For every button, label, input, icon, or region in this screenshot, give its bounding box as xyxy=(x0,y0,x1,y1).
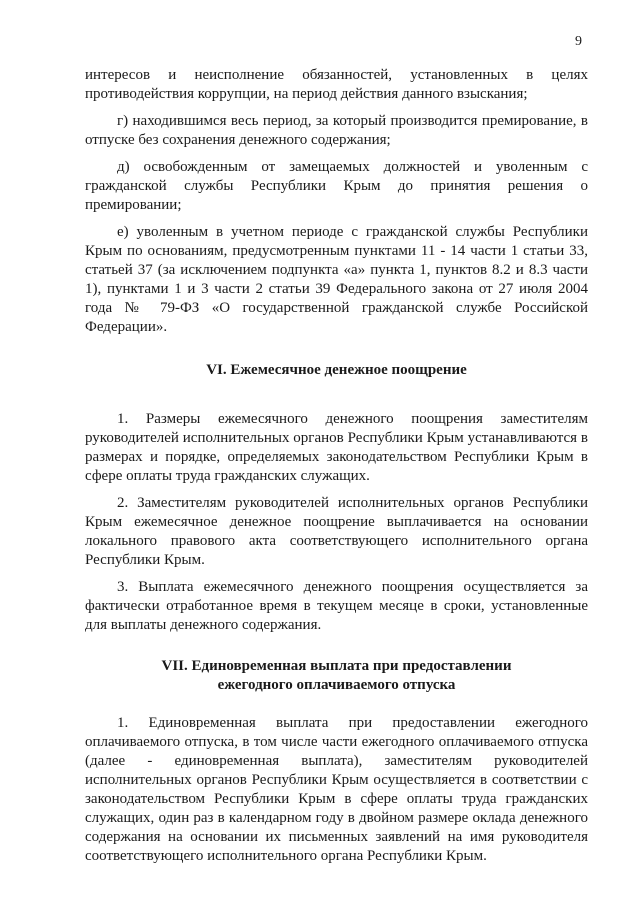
section-vii-heading-line-2: ежегодного оплачиваемого отпуска xyxy=(217,677,456,693)
section-vii-paragraph-1: 1. Единовременная выплата при предоставлении ежегодного оплачиваемого отпуска, в том числе части ежегодного оплачиваемого отпуска (далее - единовременная выплата), заместителям руководителей исполнительных органов Республики Крым осуществляется в соответствии с законодательством Республики Крым в сфере оплаты труда гражданских служащих, один раз в календарном году в двойном размере оклада денежного содержания на основании их письменных заявлений на имя руководителя соответствующего исполнительного органа Республики Крым. xyxy=(85,715,588,864)
section-vi-paragraph-1: 1. Размеры ежемесячного денежного поощрения заместителям руководителей исполнительных органов Республики Крым устанавливаются в размерах и порядке, определяемых законодательством Республики Крым в сфере оплаты труда гражданских служащих. xyxy=(85,411,588,484)
paragraph-item-d: д) освобожденным от замещаемых должностей и уволенным с гражданской службы Республики Крым до принятия решения о премировании; xyxy=(85,159,588,213)
section-vii-heading xyxy=(85,657,588,695)
paragraph-item-e: е) уволенным в учетном периоде с гражданской службы Республики Крым по основаниям, предусмотренным пунктами 11 - 14 части 1 статьи 33, статьей 37 (за исключением подпункта «а» пункта 1, пунктов 8.2 и 8.3 части 1), пунктами 1 и 3 части 2 статьи 39 Федерального закона от 27 июля 2004 года № 79-ФЗ «О государственной гражданской службе Российской Федерации». xyxy=(85,224,588,335)
paragraph-continuation: интересов и неисполнение обязанностей, установленных в целях противодействия коррупции, на период действия данного взыскания; xyxy=(85,67,588,102)
section-vi-paragraph-3: 3. Выплата ежемесячного денежного поощрения осуществляется за фактически отработанное время в текущем месяце в сроки, установленные для выплаты денежного содержания. xyxy=(85,579,588,633)
section-vi-heading: VI. Ежемесячное денежное поощрение xyxy=(206,362,467,378)
section-vi-paragraph-2: 2. Заместителям руководителей исполнительных органов Республики Крым ежемесячное денежное поощрение выплачивается на основании локального правового акта соответствующего исполнительного органа Республики Крым. xyxy=(85,495,588,568)
section-vii-heading-line-1: VII. Единовременная выплата при предоставлении xyxy=(161,658,512,674)
page-number: 9 xyxy=(575,34,582,49)
document-body xyxy=(85,66,588,874)
paragraph-item-g: г) находившимся весь период, за который производится премирование, в отпуске без сохранения денежного содержания; xyxy=(85,113,588,148)
